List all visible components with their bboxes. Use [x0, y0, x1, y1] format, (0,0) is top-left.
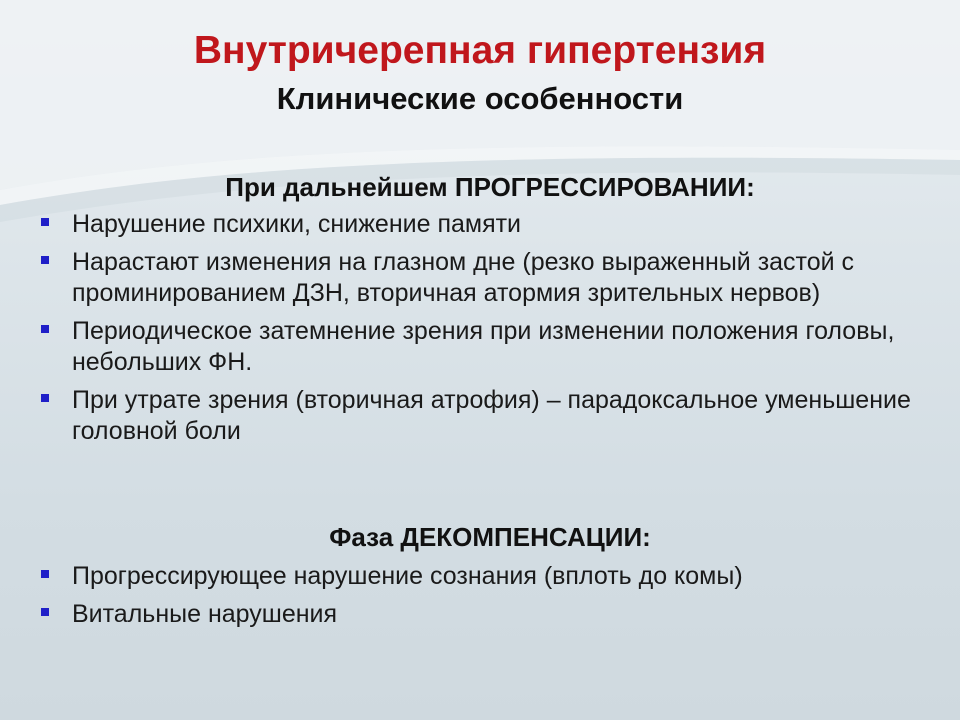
list-item: [38, 316, 950, 378]
list-item-text: Нарастают изменения на глазном дне (резко выраженный застой с проминированием ДЗН, вторичная атормия зрительных нервов): [72, 248, 855, 307]
progression-list: [38, 209, 950, 454]
list-item: [38, 599, 950, 630]
slide-title: Внутричерепная гипертензия: [193, 29, 767, 72]
list-item-text: Прогрессирующее нарушение сознания (вплоть до комы): [72, 562, 743, 590]
square-bullet-icon: [41, 570, 49, 578]
square-bullet-icon: [41, 218, 49, 226]
list-item-text: Периодическое затемнение зрения при изменении положения головы, небольших ФН.: [72, 317, 895, 376]
section-heading-progression: При дальнейшем ПРОГРЕССИРОВАНИИ:: [225, 172, 755, 202]
list-item-text: При утрате зрения (вторичная атрофия) – парадоксальное уменьшение головной боли: [72, 386, 911, 445]
square-bullet-icon: [41, 394, 49, 402]
square-bullet-icon: [41, 256, 49, 264]
section-heading-decompensation: Фаза ДЕКОМПЕНСАЦИИ:: [329, 522, 651, 552]
square-bullet-icon: [41, 608, 49, 616]
list-item: [38, 247, 950, 309]
list-item: [38, 561, 950, 592]
slide-subtitle: Клинические особенности: [276, 81, 684, 116]
square-bullet-icon: [41, 325, 49, 333]
list-item-text: Нарушение психики, снижение памяти: [72, 210, 522, 238]
list-item-text: Витальные нарушения: [72, 600, 338, 628]
list-item: [38, 209, 950, 240]
decompensation-list: [38, 561, 950, 637]
list-item: [38, 385, 950, 447]
